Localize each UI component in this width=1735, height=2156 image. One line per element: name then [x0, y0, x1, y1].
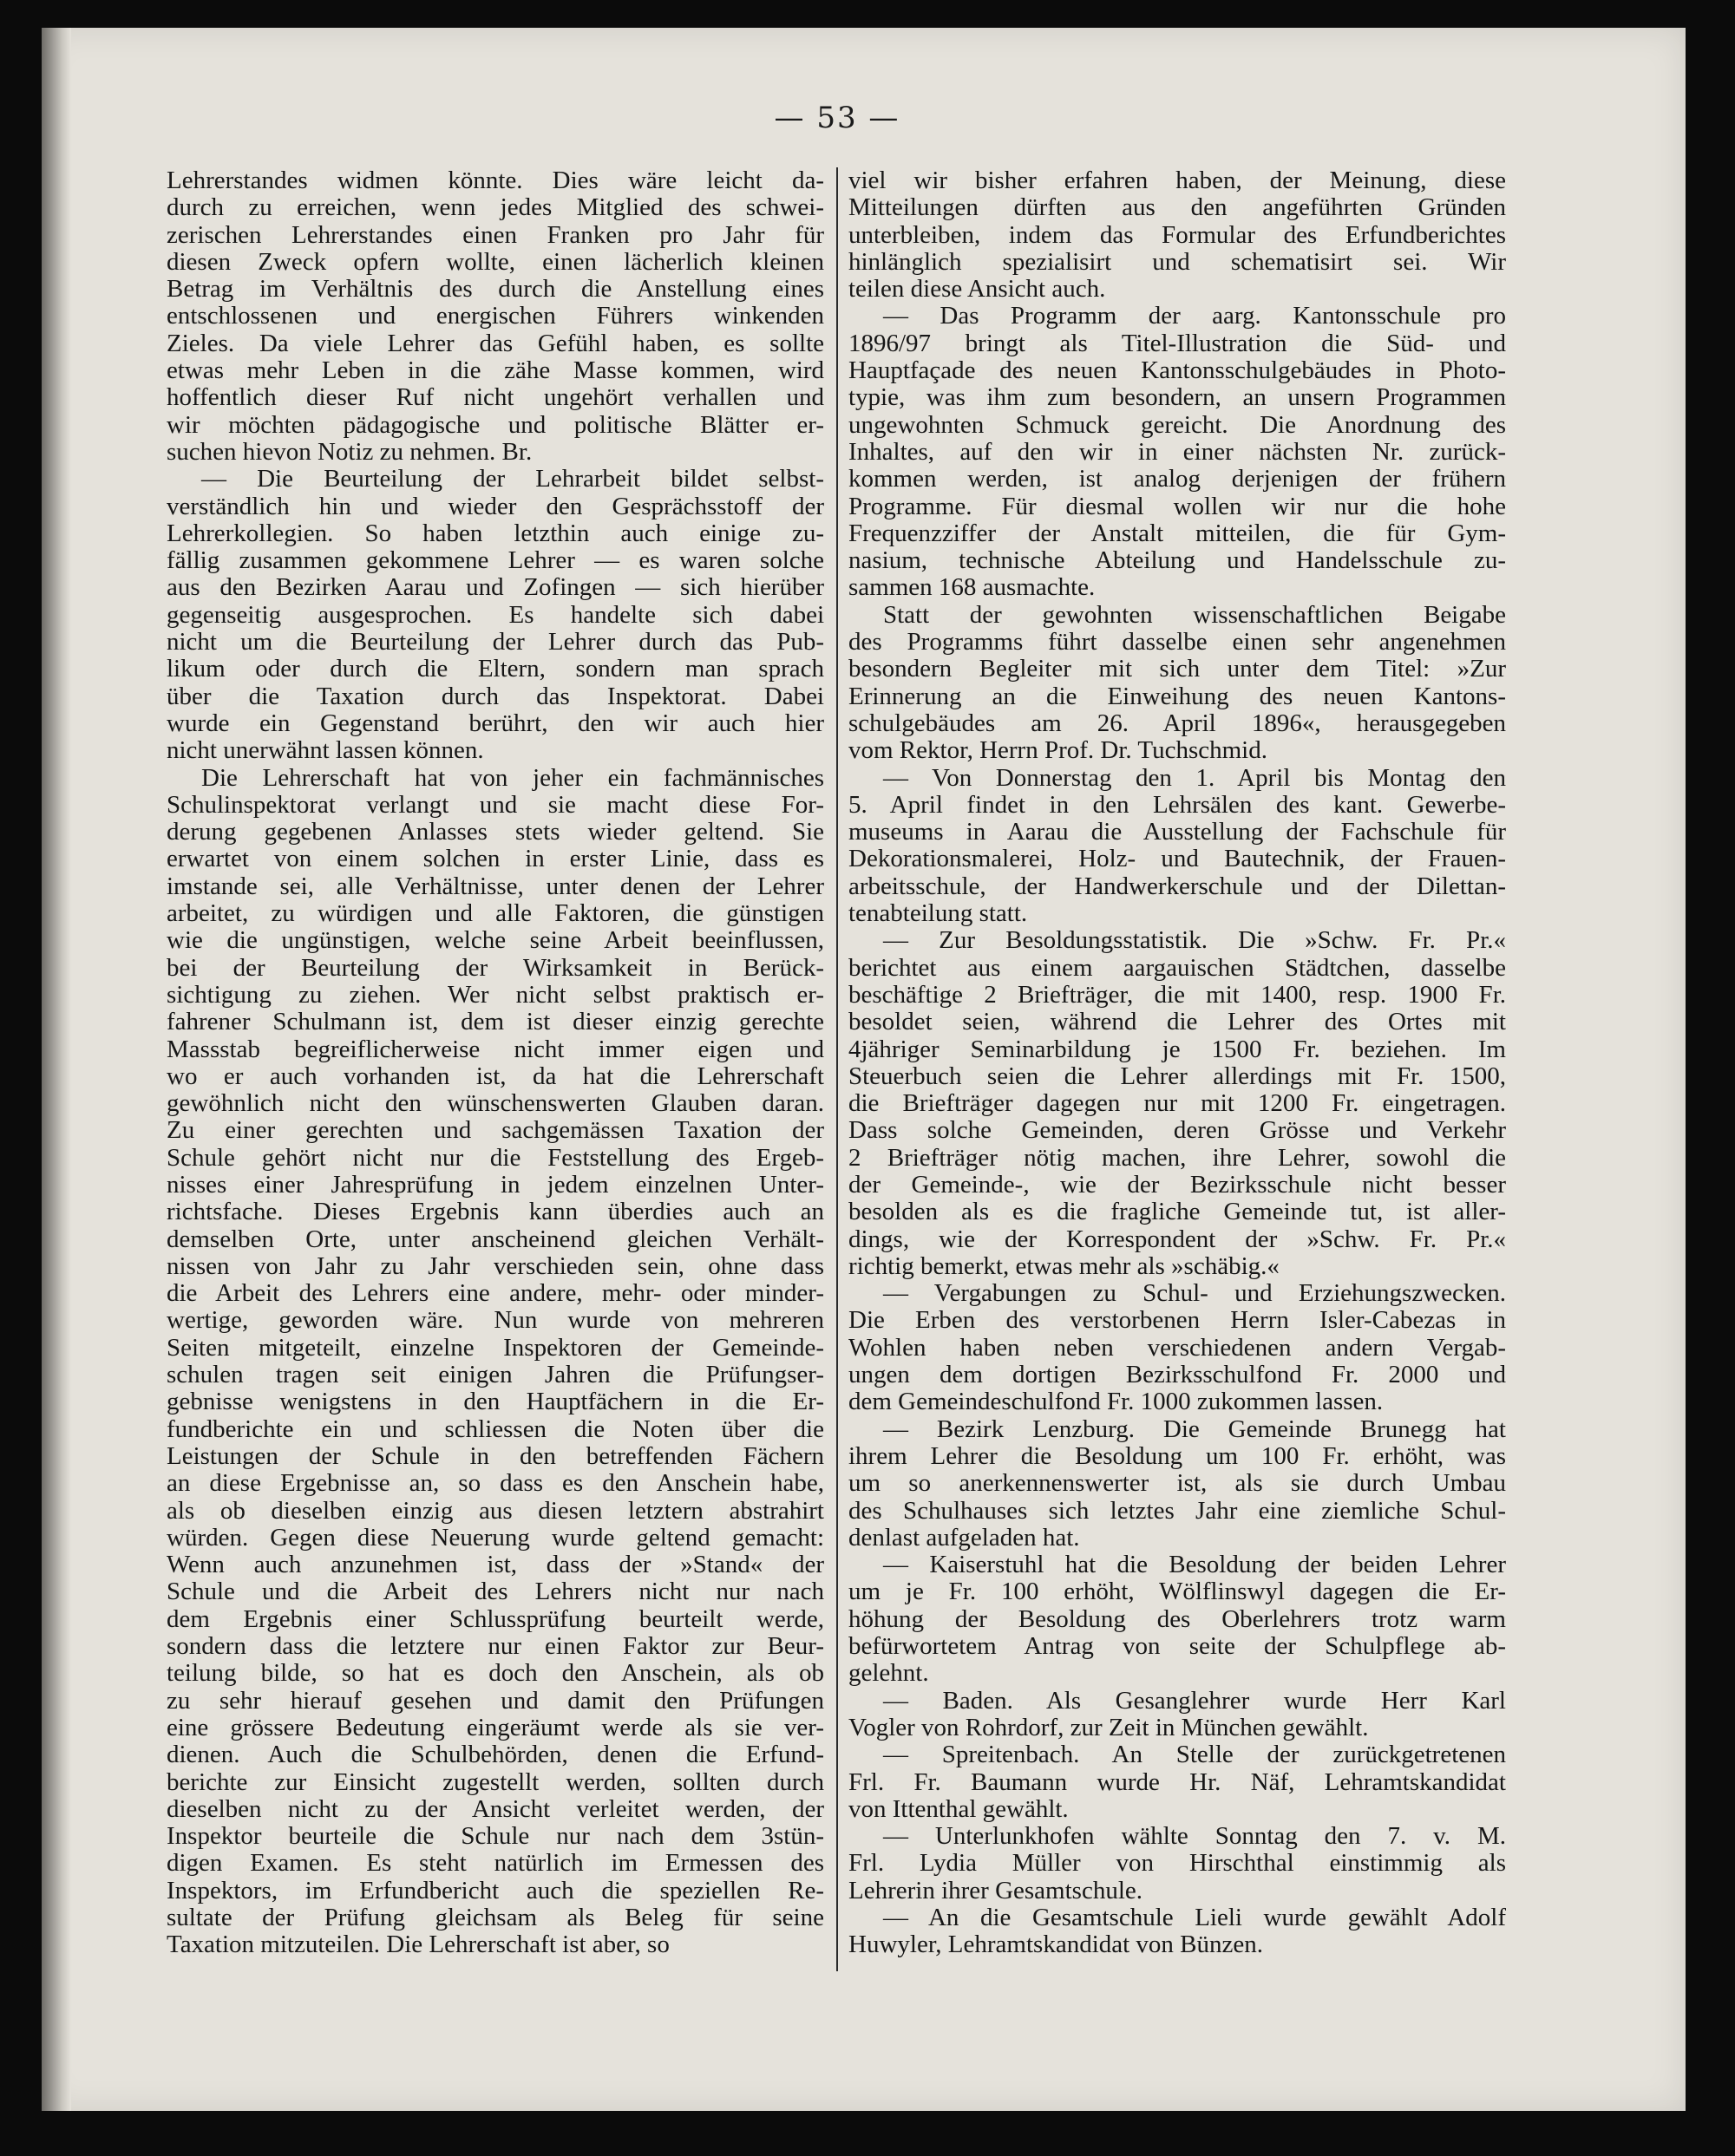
text-line: besondern Begleiter mit sich unter dem Titel: »Zur: [848, 656, 1506, 683]
text-line: Dass solche Gemeinden, deren Grösse und Verkehr: [848, 1117, 1506, 1145]
text-line: schulgebäudes am 26. April 1896«, herausgegeben: [848, 709, 1506, 737]
text-line: nisses einer Jahresprüfung in jedem einzelnen Unter-: [167, 1171, 824, 1199]
text-line: arbeitet, zu würdigen und alle Faktoren, die günstigen: [167, 900, 824, 928]
text-line: Inspektors, im Erfundbericht auch die speziellen Re-: [167, 1877, 824, 1904]
text-line: viel wir bisher erfahren haben, der Meinung, diese: [848, 167, 1506, 194]
text-line: Seiten mitgeteilt, einzelne Inspektoren der Gemeinde-: [167, 1334, 824, 1362]
text-line: arbeitsschule, der Handwerkerschule und der Dilettan-: [848, 872, 1506, 900]
text-line: likum oder durch die Eltern, sondern man sprach: [167, 656, 824, 683]
text-line: 2 Briefträger nötig machen, ihre Lehrer, sowohl die: [848, 1144, 1506, 1172]
text-line: sammen 168 ausmachte.: [848, 574, 1096, 602]
text-line: nicht unerwähnt lassen können.: [167, 737, 484, 765]
page-number: — 53 —: [774, 101, 900, 135]
text-line: um so anerkennenswerter ist, als sie durch Umbau: [848, 1470, 1506, 1498]
text-line: um je Fr. 100 erhöht, Wölflinswyl dagegen die Er-: [848, 1578, 1506, 1606]
text-line: der Gemeinde-, wie der Bezirksschule nicht besser: [848, 1171, 1506, 1199]
text-line: teilen diese Ansicht auch.: [848, 276, 1106, 304]
text-line: dem Gemeindeschulfond Fr. 1000 zukommen lassen.: [848, 1388, 1384, 1416]
text-line: etwas mehr Leben in die zähe Masse kommen, wird: [167, 357, 824, 385]
text-line: — Unterlunkhofen wählte Sonntag den 7. v. M.: [883, 1823, 1506, 1851]
text-line: — Baden. Als Gesanglehrer wurde Herr Karl: [883, 1687, 1506, 1715]
text-line: Lehrerin ihrer Gesamtschule.: [848, 1877, 1142, 1904]
text-line: Programme. Für diesmal wollen wir nur die hohe: [848, 493, 1506, 520]
text-line: tenabteilung statt.: [848, 900, 1028, 928]
text-line: Frl. Fr. Baumann wurde Hr. Näf, Lehramtskandidat: [848, 1768, 1506, 1796]
text-line: Lehrerkollegien. So haben letzthin auch einige zu-: [167, 519, 824, 547]
text-line: fundberichte ein und schliessen die Noten über die: [167, 1415, 824, 1443]
text-line: Massstab begreiflicherweise nicht immer eigen und: [167, 1036, 824, 1063]
text-line: Dekorationsmalerei, Holz- und Bautechnik, der Frauen-: [848, 846, 1506, 873]
text-line: — Zur Besoldungsstatistik. Die »Schw. Fr. Pr.«: [883, 927, 1506, 955]
text-line: richtig bemerkt, etwas mehr als »schäbig.«: [848, 1252, 1280, 1280]
text-line: entschlossenen und energischen Führers winkenden: [167, 303, 824, 330]
text-line: museums in Aarau die Ausstellung der Fachschule für: [848, 819, 1506, 846]
text-line: berichtet aus einem aargauischen Städtchen, dasselbe: [848, 954, 1506, 982]
text-line: — Das Programm der aarg. Kantonsschule pro: [883, 303, 1506, 330]
text-line: des Schulhauses sich letztes Jahr eine ziemliche Schul-: [848, 1497, 1506, 1525]
text-line: — Von Donnerstag den 1. April bis Montag den: [883, 764, 1506, 792]
text-line: fahrener Schulmann ist, dem ist dieser einzig gerechte: [167, 1009, 824, 1036]
text-line: Wohlen haben neben verschiedenen andern Vergab-: [848, 1334, 1506, 1362]
text-line: beschäftige 2 Briefträger, die mit 1400, resp. 1900 Fr.: [848, 981, 1506, 1009]
text-line: gegenseitig ausgesprochen. Es handelte sich dabei: [167, 601, 824, 629]
text-line: Statt der gewohnten wissenschaftlichen Beigabe: [883, 601, 1506, 629]
text-line: wurde ein Gegenstand berührt, den wir auch hier: [167, 709, 824, 737]
text-line: Mitteilungen dürften aus den angeführten Gründen: [848, 194, 1506, 222]
text-line: Betrag im Verhältnis des durch die Anstellung eines: [167, 276, 824, 304]
page-gutter: [42, 28, 71, 2111]
text-line: 1896/97 bringt als Titel-Illustration die Süd- und: [848, 330, 1506, 357]
text-line: ungewohnten Schmuck gereicht. Die Anordnung des: [848, 411, 1506, 439]
text-line: bei der Beurteilung der Wirksamkeit in Berück-: [167, 954, 824, 982]
text-line: hinlänglich spezialisirt und schematisirt sei. Wir: [848, 248, 1506, 276]
text-line: schulen tragen seit einigen Jahren die Prüfungser-: [167, 1362, 824, 1389]
text-line: verständlich hin und wieder den Gesprächsstoff der: [167, 493, 824, 520]
text-line: — An die Gesamtschule Lieli wurde gewählt Adolf: [883, 1904, 1506, 1931]
text-line: richtsfache. Dieses Ergebnis kann überdies auch an: [167, 1199, 824, 1226]
left-text-column: [167, 167, 824, 1959]
text-line: diesen Zweck opfern wollte, einen lächerlich kleinen: [167, 248, 824, 276]
text-line: Lehrerstandes widmen könnte. Dies wäre leicht da-: [167, 167, 824, 194]
text-line: eine grössere Bedeutung eingeräumt werde als sie ver-: [167, 1714, 824, 1741]
text-line: nicht um die Beurteilung der Lehrer durch das Pub-: [167, 629, 824, 657]
text-line: — Kaiserstuhl hat die Besoldung der beiden Lehrer: [883, 1552, 1506, 1579]
text-line: als ob dieselben einzig aus diesen letztern abstrahirt: [167, 1497, 824, 1525]
text-line: Leistungen der Schule in den betreffenden Fächern: [167, 1442, 824, 1470]
text-line: befürwortetem Antrag von seite der Schulpflege ab-: [848, 1633, 1506, 1661]
text-line: Steuerbuch seien die Lehrer allerdings mit Fr. 1500,: [848, 1062, 1506, 1090]
text-line: des Programms führt dasselbe einen sehr angenehmen: [848, 629, 1506, 657]
text-line: Die Erben des verstorbenen Herrn Isler-Cabezas in: [848, 1307, 1506, 1335]
text-line: demselben Orte, unter anscheinend gleichen Verhält-: [167, 1225, 824, 1253]
text-line: — Vergabungen zu Schul- und Erziehungszwecken.: [883, 1280, 1506, 1308]
text-line: wir möchten pädagogische und politische Blätter er-: [167, 411, 824, 439]
text-line: sichtigung zu ziehen. Wer nicht selbst praktisch er-: [167, 981, 824, 1009]
text-line: dienen. Auch die Schulbehörden, denen die Erfund-: [167, 1741, 824, 1769]
text-line: an diese Ergebnisse an, so dass es den Anschein habe,: [167, 1470, 824, 1498]
text-line: dieselben nicht zu der Ansicht verleitet werden, der: [167, 1795, 824, 1823]
text-line: Hauptfaçade des neuen Kantonsschulgebäudes in Photo-: [848, 357, 1506, 385]
text-line: teilung bilde, so hat es doch den Anschein, als ob: [167, 1660, 824, 1688]
text-line: erwartet von einem solchen in erster Linie, dass es: [167, 846, 824, 873]
text-line: Schule und die Arbeit des Lehrers nicht nur nach: [167, 1578, 824, 1606]
text-line: denlast aufgeladen hat.: [848, 1524, 1080, 1552]
text-line: sondern dass die letztere nur einen Faktor zur Beur-: [167, 1633, 824, 1661]
text-line: würden. Gegen diese Neuerung wurde geltend gemacht:: [167, 1524, 824, 1552]
text-line: Die Lehrerschaft hat von jeher ein fachmännisches: [201, 764, 824, 792]
text-line: ungen dem dortigen Bezirksschulfond Fr. 2000 und: [848, 1362, 1506, 1389]
text-line: wo er auch vorhanden ist, da hat die Lehrerschaft: [167, 1062, 824, 1090]
text-line: Vogler von Rohrdorf, zur Zeit in München gewählt.: [848, 1714, 1369, 1741]
text-line: über die Taxation durch das Inspektorat. Dabei: [167, 683, 824, 710]
text-line: Wenn auch anzunehmen ist, dass der »Stand« der: [167, 1552, 824, 1579]
text-line: durch zu erreichen, wenn jedes Mitglied des schwei-: [167, 194, 824, 222]
text-line: imstande sei, alle Verhältnisse, unter denen der Lehrer: [167, 872, 824, 900]
text-line: wie die ungünstigen, welche seine Arbeit beeinflussen,: [167, 927, 824, 955]
text-line: dem Ergebnis einer Schlussprüfung beurteilt werde,: [167, 1605, 824, 1633]
text-line: Schule gehört nicht nur die Feststellung des Ergeb-: [167, 1144, 824, 1172]
text-line: berichte zur Einsicht zugestellt werden, sollten durch: [167, 1768, 824, 1796]
column-divider: [836, 167, 838, 1971]
text-line: die Briefträger dagegen nur mit 1200 Fr. eingetragen.: [848, 1090, 1506, 1118]
text-line: — Bezirk Lenzburg. Die Gemeinde Brunegg hat: [883, 1415, 1506, 1443]
text-line: aus den Bezirken Aarau und Zofingen — sich hierüber: [167, 574, 824, 602]
text-line: besolden als es die fragliche Gemeinde tut, ist aller-: [848, 1199, 1506, 1226]
text-line: Huwyler, Lehramtskandidat von Bünzen.: [848, 1931, 1264, 1959]
text-line: Inhaltes, auf den wir in einer nächsten Nr. zurück-: [848, 438, 1506, 466]
text-line: Erinnerung an die Einweihung des neuen Kantons-: [848, 683, 1506, 710]
text-line: Frl. Lydia Müller von Hirschthal einstimmig als: [848, 1850, 1506, 1878]
text-line: nasium, technische Abteilung und Handelsschule zu-: [848, 547, 1506, 575]
text-line: dings, wie der Korrespondent der »Schw. Fr. Pr.«: [848, 1225, 1506, 1253]
text-line: Schulinspektorat verlangt und sie macht diese For-: [167, 791, 824, 819]
text-line: von Ittenthal gewählt.: [848, 1795, 1069, 1823]
text-line: Taxation mitzuteilen. Die Lehrerschaft ist aber, so: [167, 1931, 670, 1959]
text-line: ihrem Lehrer die Besoldung um 100 Fr. erhöht, was: [848, 1442, 1506, 1470]
text-line: 5. April findet in den Lehrsälen des kant. Gewerbe-: [848, 791, 1506, 819]
right-text-column: [848, 167, 1506, 1959]
text-line: gebnisse wenigstens in den Hauptfächern in die Er-: [167, 1388, 824, 1416]
text-line: nissen von Jahr zu Jahr verschieden sein, ohne dass: [167, 1252, 824, 1280]
text-line: unterbleiben, indem das Formular des Erfundberichtes: [848, 221, 1506, 249]
text-line: fällig zusammen gekommene Lehrer — es waren solche: [167, 547, 824, 575]
text-line: zerischen Lehrerstandes einen Franken pro Jahr für: [167, 221, 824, 249]
text-line: zu sehr hierauf gesehen und damit den Prüfungen: [167, 1687, 824, 1715]
text-line: besoldet seien, während die Lehrer des Ortes mit: [848, 1009, 1506, 1036]
text-line: suchen hievon Notiz zu nehmen. Br.: [167, 438, 533, 466]
text-line: höhung der Besoldung des Oberlehrers trotz warm: [848, 1605, 1506, 1633]
text-line: wertige, geworden wäre. Nun wurde von mehreren: [167, 1307, 824, 1335]
text-line: — Spreitenbach. An Stelle der zurückgetretenen: [883, 1741, 1506, 1769]
text-line: digen Examen. Es steht natürlich im Ermessen des: [167, 1850, 824, 1878]
text-line: sultate der Prüfung gleichsam als Beleg für seine: [167, 1904, 824, 1931]
text-line: Zieles. Da viele Lehrer das Gefühl haben, es sollte: [167, 330, 824, 357]
text-line: vom Rektor, Herrn Prof. Dr. Tuchschmid.: [848, 737, 1267, 765]
text-line: hoffentlich dieser Ruf nicht ungehört verhallen und: [167, 384, 824, 412]
text-line: gewöhnlich nicht den wünschenswerten Glauben daran.: [167, 1090, 824, 1118]
text-line: 4jähriger Seminarbildung je 1500 Fr. beziehen. Im: [848, 1036, 1506, 1063]
text-line: Frequenzziffer der Anstalt mitteilen, die für Gym-: [848, 519, 1506, 547]
text-line: — Die Beurteilung der Lehrarbeit bildet selbst-: [201, 466, 824, 493]
text-line: Inspektor beurteile die Schule nur nach dem 3stün-: [167, 1823, 824, 1851]
text-line: derung gegebenen Anlasses stets wieder geltend. Sie: [167, 819, 824, 846]
text-line: die Arbeit des Lehrers eine andere, mehr- oder minder-: [167, 1280, 824, 1308]
text-line: gelehnt.: [848, 1660, 929, 1688]
text-line: kommen werden, ist analog derjenigen der frühern: [848, 466, 1506, 493]
text-line: typie, was ihm zum besondern, an unsern Programmen: [848, 384, 1506, 412]
text-line: Zu einer gerechten und sachgemässen Taxation der: [167, 1117, 824, 1145]
